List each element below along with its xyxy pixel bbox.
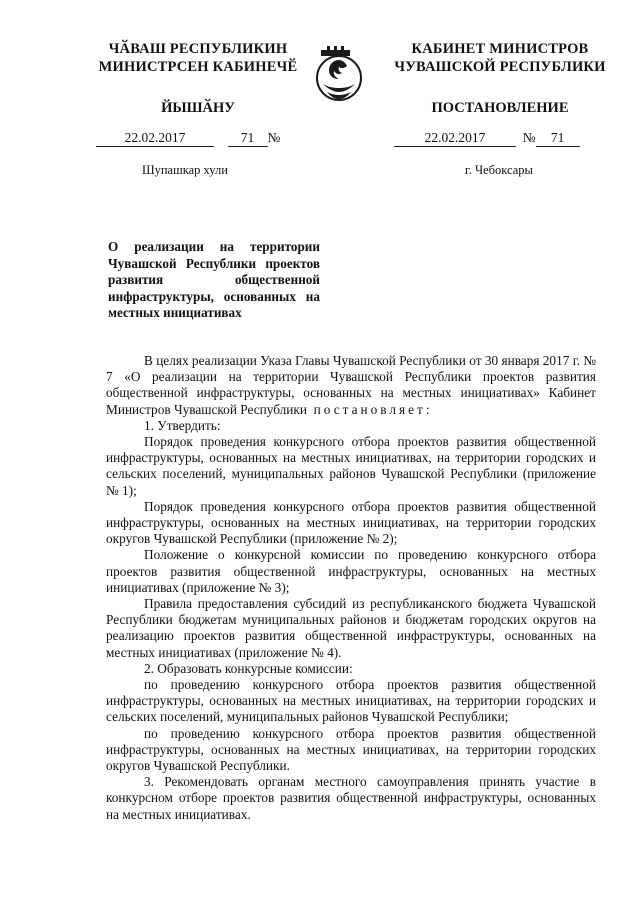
- place-right: г. Чебоксары: [465, 163, 533, 177]
- coat-of-arms-icon: [303, 36, 375, 108]
- paragraph-2b: по проведению конкурсного отбора проектов развития общественной инфраструктуры, основанных на местных инициативах, на территории городских округов Чувашской Республики.: [106, 725, 596, 774]
- paragraph-1b: Порядок проведения конкурсного отбора проектов развития общественной инфраструктуры, основанных на местных инициативах, на территории городских округов Чувашской Республики (приложение № 2);: [106, 498, 596, 547]
- intro-text: В целях реализации Указа Главы Чувашской Республики от 30 января 2017 г. № 7 «О реализации на территории Чувашской Республики проектов развития общественной инфраструктуры, основанных на местных инициативах» Кабинет Министров Чувашской Республики: [106, 353, 596, 417]
- header-right-line2: ЧУВАШСКОЙ РЕСПУБЛИКИ: [394, 59, 606, 75]
- number-right: 71: [536, 130, 580, 147]
- paragraph-1d: Правила предоставления субсидий из республиканского бюджета Чувашской Республики бюджетам муниципальных районов и бюджетам городских округов на реализацию проектов развития общественной инфраструктуры, основанных на местных инициативах (приложение № 4).: [106, 596, 596, 660]
- date-number-right: [394, 130, 580, 147]
- document-body: [106, 353, 596, 823]
- date-left: 22.02.2017: [96, 130, 214, 147]
- paragraph-1c: Положение о конкурсной комиссии по проведению конкурсного отбора проектов развития общественной инфраструктуры, основанных на местных инициативах (приложение № 3);: [106, 547, 596, 595]
- document-subject: О реализации на территории Чувашской Республики проектов развития общественной инфраструктуры, основанных на местных инициативах: [108, 239, 320, 321]
- paragraph-1a: Порядок проведения конкурсного отбора проектов развития общественной инфраструктуры, основанных на местных инициативах, на территории городских и сельских поселений, муниципальных районов Чувашской Республики (приложение № 1);: [106, 434, 596, 498]
- intro-paragraph: [106, 353, 596, 418]
- header-russian: [390, 40, 610, 117]
- date-number-left: [96, 130, 280, 147]
- number-left: 71: [228, 130, 268, 147]
- header-left-line1: ЧӐВАШ РЕСПУБЛИКИН: [108, 41, 288, 57]
- number-sign-right: №: [522, 130, 536, 145]
- date-right: 22.02.2017: [394, 130, 516, 147]
- paragraph-2a: по проведению конкурсного отбора проектов развития общественной инфраструктуры, основанных на местных инициативах, на территории городских и сельских поселений, муниципальных районов Чувашской Республики;: [106, 677, 596, 725]
- resolves-word: постановляет:: [313, 401, 433, 417]
- header-left-line2: МИНИСТРСЕН КАБИНЕЧӖ: [98, 59, 298, 75]
- header-left-doc-type: ЙЫШӐНУ: [161, 100, 235, 116]
- header-right-doc-type: ПОСТАНОВЛЕНИЕ: [431, 100, 569, 116]
- paragraph-1: 1. Утвердить:: [144, 417, 221, 433]
- place-left: Шупашкар хули: [142, 163, 228, 177]
- paragraph-3: 3. Рекомендовать органам местного самоуправления принять участие в конкурсном отборе проектов развития общественной инфраструктуры, основанных на местных инициативах.: [106, 774, 596, 822]
- paragraph-2: 2. Образовать конкурсные комиссии:: [144, 660, 353, 676]
- header-chuvash: [98, 40, 298, 117]
- number-sign-left: №: [267, 130, 281, 145]
- header-right-line1: КАБИНЕТ МИНИСТРОВ: [411, 41, 589, 57]
